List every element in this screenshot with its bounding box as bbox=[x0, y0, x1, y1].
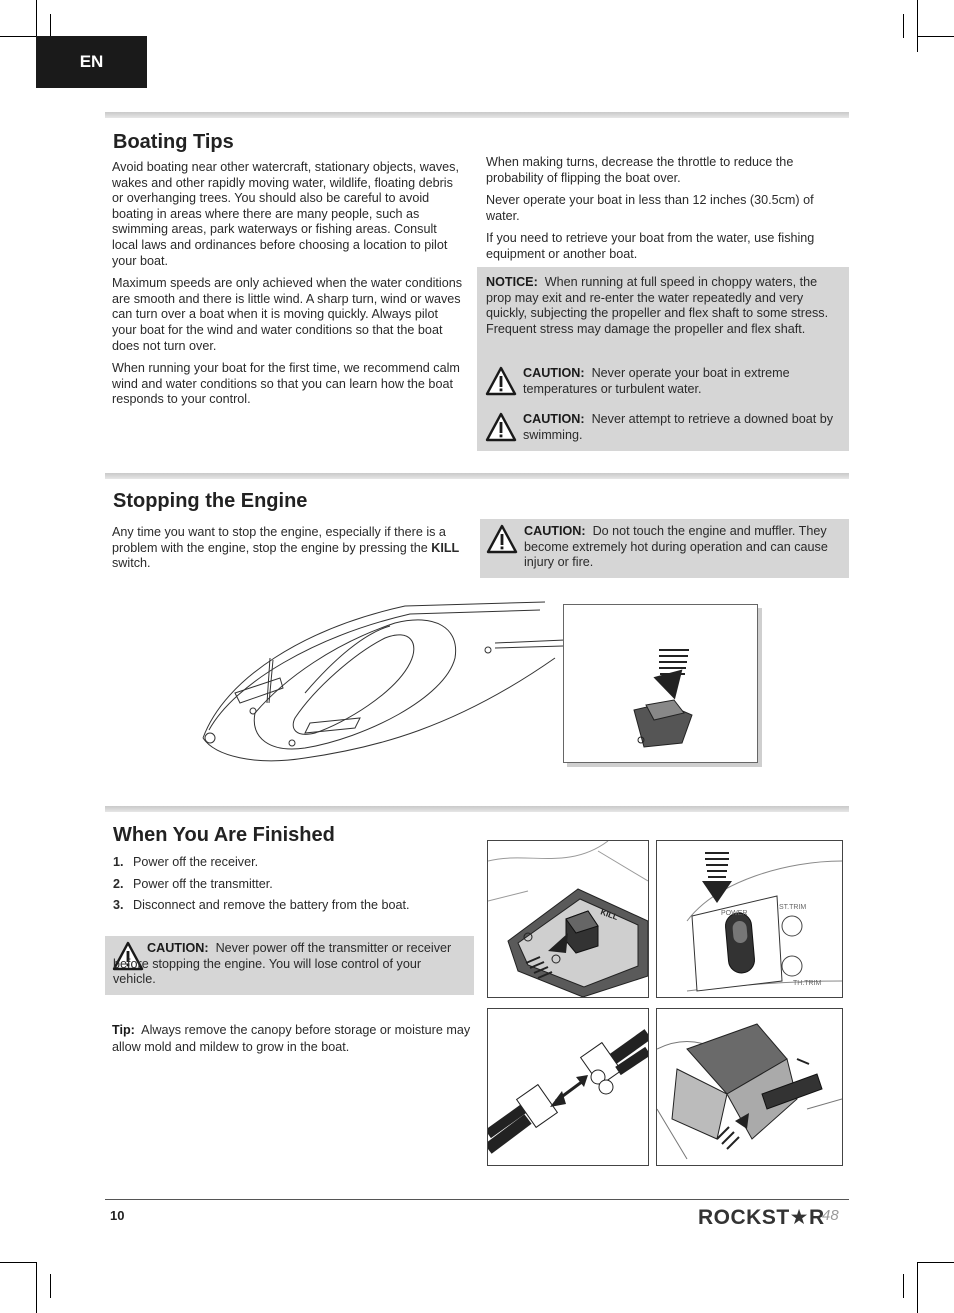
boat-illustration bbox=[195, 598, 575, 766]
step-number: 1. bbox=[113, 855, 124, 869]
tip-paragraph bbox=[112, 1022, 472, 1056]
figure-transmitter-power bbox=[656, 840, 843, 998]
crop-mark bbox=[50, 1274, 51, 1298]
rockstar-logo: ROCKST★R bbox=[698, 1206, 825, 1229]
step-text: Power off the receiver. bbox=[133, 855, 259, 869]
caution-paragraph bbox=[524, 524, 842, 571]
page-number: 10 bbox=[110, 1208, 125, 1223]
th-trim-fig-label: TH.TRIM bbox=[793, 980, 822, 987]
engine-caution-box bbox=[480, 519, 849, 578]
list-item bbox=[113, 877, 463, 893]
warning-triangle-icon bbox=[485, 412, 517, 442]
text-after: switch. bbox=[112, 556, 151, 571]
step-text: Power off the transmitter. bbox=[133, 876, 273, 891]
boating-tips-right-column bbox=[486, 155, 838, 270]
caution-text: Never attempt to retrieve a downed boat by swimming. bbox=[523, 412, 834, 442]
finished-steps bbox=[113, 855, 463, 920]
notice-label: NOTICE: bbox=[486, 275, 538, 289]
stopping-engine-title: Stopping the Engine bbox=[113, 490, 308, 512]
connector-drawing bbox=[488, 1009, 648, 1165]
caution-block bbox=[485, 412, 835, 443]
footer-rule bbox=[105, 1199, 849, 1200]
crop-mark bbox=[0, 1262, 36, 1263]
crop-mark bbox=[903, 14, 904, 38]
finished-title: When You Are Finished bbox=[113, 824, 335, 846]
kill-fig-label: KILL bbox=[599, 907, 620, 922]
figure-kill-switch bbox=[487, 840, 649, 998]
caution-label: CAUTION: bbox=[524, 524, 586, 538]
stopping-engine-text bbox=[112, 525, 468, 579]
step-number: 2. bbox=[113, 876, 124, 891]
figure-battery-removal bbox=[656, 1008, 843, 1166]
battery-drawing bbox=[657, 1009, 842, 1165]
caution-text: Do not touch the engine and muffler. They become extremely hot during operation and can cause injury or fire. bbox=[524, 524, 828, 570]
caution-paragraph bbox=[113, 941, 465, 988]
caution-paragraph bbox=[523, 412, 835, 443]
crop-mark bbox=[0, 36, 36, 37]
caution-text: Never operate your boat in extreme temperatures or turbulent water. bbox=[523, 366, 790, 396]
list-item bbox=[113, 898, 463, 914]
caution-block bbox=[485, 366, 835, 397]
caution-paragraph bbox=[523, 366, 835, 397]
boating-tips-left-column bbox=[112, 160, 464, 415]
steps-list bbox=[113, 855, 463, 914]
notice-paragraph bbox=[486, 275, 836, 337]
crop-mark bbox=[917, 36, 954, 37]
warning-triangle-icon bbox=[486, 524, 518, 554]
paragraph: Never operate your boat in less than 12 inches (30.5cm) of water. bbox=[486, 193, 814, 223]
paragraph: Maximum speeds are only achieved when the water conditions are smooth and there is little wind. A sharp turn, wind or waves can turn over a boat when it is moving quickly. Always pilot your boat for the wind and water conditions so that the boat does not turn over. bbox=[112, 276, 463, 353]
kill-switch-inset bbox=[563, 604, 758, 763]
kill-label: KILL bbox=[431, 540, 460, 555]
paragraph: When making turns, decrease the throttle to reduce the probability of flipping the boat over. bbox=[486, 155, 794, 185]
tip-label: Tip: bbox=[112, 1023, 135, 1037]
notice-text: When running at full speed in choppy waters, the prop may exit and re-enter the water repeatedly and very quickly, subjecting the propeller and flex shaft to some stress. Frequent stress may damage the propeller and flex shaft. bbox=[486, 275, 829, 336]
kill-switch-deck-drawing bbox=[488, 841, 648, 997]
crop-mark bbox=[917, 0, 918, 52]
warning-triangle-icon bbox=[485, 366, 517, 396]
crop-mark bbox=[36, 1262, 37, 1313]
logo-number: 48 bbox=[822, 1207, 839, 1224]
crop-mark bbox=[917, 1262, 954, 1263]
caution-block bbox=[486, 524, 842, 571]
transmitter-drawing bbox=[657, 841, 842, 997]
caution-label: CAUTION: bbox=[147, 941, 209, 955]
notice-box bbox=[477, 267, 849, 451]
section-rule bbox=[105, 806, 849, 812]
power-fig-label: POWER bbox=[721, 910, 748, 917]
boating-tips-title: Boating Tips bbox=[113, 131, 234, 153]
paragraph: If you need to retrieve your boat from the water, use fishing equipment or another boat. bbox=[486, 231, 815, 261]
kill-switch-drawing bbox=[564, 605, 757, 762]
paragraph: When running your boat for the first time, we recommend calm wind and water conditions so that you can learn how the boat responds to your control. bbox=[112, 361, 460, 407]
text-before: Any time you want to stop the engine, especially if there is a problem with the engine, stop the engine by pressing the bbox=[112, 525, 446, 555]
crop-mark bbox=[903, 1274, 904, 1298]
finished-caution-box bbox=[105, 936, 474, 995]
paragraph bbox=[112, 525, 468, 572]
paragraph: Avoid boating near other watercraft, stationary objects, waves, wakes and other rapidly moving water, wildlife, floating debris or overhanging trees. You should also be careful to avoid boating in areas where there are many people, such as swimming areas, park waterways or fishing areas. Consult local laws and ordinances before choosing a location to pilot your boat. bbox=[112, 160, 459, 268]
section-rule bbox=[105, 112, 849, 118]
crop-mark bbox=[917, 1262, 918, 1313]
tip-text: Always remove the canopy before storage or moisture may allow mold and mildew to grow in the boat. bbox=[112, 1023, 471, 1054]
crop-mark bbox=[50, 14, 51, 38]
list-item bbox=[113, 855, 463, 871]
caution-text: Never power off the transmitter or receiver before stopping the engine. You will lose control of your vehicle. bbox=[113, 941, 452, 987]
step-text: Disconnect and remove the battery from the boat. bbox=[133, 898, 410, 913]
st-trim-fig-label: ST.TRIM bbox=[779, 904, 807, 911]
language-tab: EN bbox=[36, 36, 147, 88]
caution-label: CAUTION: bbox=[523, 366, 585, 380]
figure-battery-connector bbox=[487, 1008, 649, 1166]
step-number: 3. bbox=[113, 898, 124, 913]
caution-label: CAUTION: bbox=[523, 412, 585, 426]
section-rule bbox=[105, 473, 849, 479]
